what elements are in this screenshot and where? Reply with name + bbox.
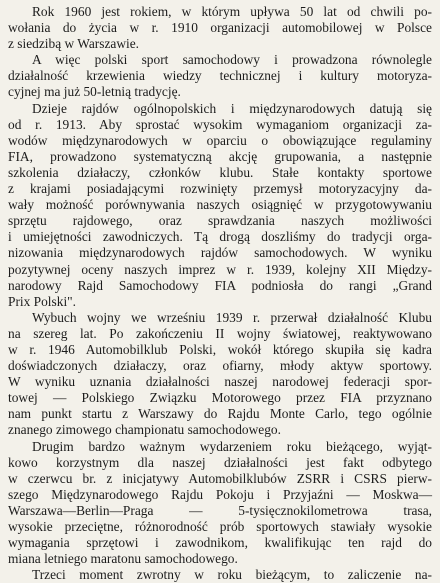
text-line: wymagania sprzętowi i zawodnikom, kwalifikując ten rajd do bbox=[8, 535, 432, 551]
text-line: wały możność porównywania naszych osiągnięć w przygotowywaniu bbox=[8, 197, 432, 213]
paragraph-tradition bbox=[8, 52, 432, 100]
paragraph-third-turning-point bbox=[8, 567, 432, 583]
text-line: Prix Polski". bbox=[8, 293, 76, 309]
text-line: nam punkt startu z Warszawy do Rajdu Monte Carlo, tego ogólnie bbox=[8, 406, 432, 422]
text-line: z krajami posiadającymi rozwinięty przemysł motoryzacyjny da- bbox=[8, 181, 432, 197]
text-line: i umiejętności zawodniczych. Tą drogą doszliśmy do tradycji orga- bbox=[8, 229, 432, 245]
text-line: na szereg lat. Po zakończeniu II wojny światowej, reaktywowano bbox=[8, 325, 432, 341]
text-line: znanego zimowego championatu samochodowego. bbox=[8, 422, 281, 438]
text-line: FIA, prowadzono systematyczną akcję grupowania, a następnie bbox=[8, 148, 432, 164]
text-line: szego Międzynarodowego Rajdu Pokoju i Przyjaźni — Moskwa— bbox=[8, 486, 432, 502]
paragraph-intro bbox=[8, 4, 432, 52]
text-line: miana letniego maratonu samochodowego. bbox=[8, 551, 238, 567]
text-line: narodowy Rajd Samochodowy FIA podniosła do rangi „Grand bbox=[8, 277, 432, 293]
paragraph-war-and-reactivation bbox=[8, 310, 432, 439]
text-line: wysokie przeciętne, różnorodność prób sportowych stawiały wysokie bbox=[8, 519, 432, 534]
text-line: sprzętu rajdowego, oraz sprawdzania naszych możliwości bbox=[8, 213, 432, 229]
text-line: towej — Polskiego Związku Motorowego przez FIA przyznano bbox=[8, 390, 432, 406]
text-line: pozytywnej oceny naszych imprez w r. 1939, kolejny XII Między- bbox=[8, 261, 432, 277]
text-line: cyjnej ma już 50-letnią tradycję. bbox=[8, 84, 181, 100]
paragraph-peace-rally bbox=[8, 439, 432, 568]
text-line: działalność krzewienia wiedzy technicznej i kultury motoryza- bbox=[8, 68, 432, 84]
text-line: Wybuch wojny we wrześniu 1939 r. przerwał działalność Klubu bbox=[32, 309, 432, 325]
text-line: wodów międzynarodowych w oparciu o obowiązujące regulaminy bbox=[8, 132, 432, 148]
paragraph-rally-history bbox=[8, 101, 432, 310]
text-line: z siedzibą w Warszawie. bbox=[8, 36, 140, 52]
text-line: kowo korzystnym dla naszej działalności jest fakt odbytego bbox=[8, 454, 432, 470]
text-line: wołania do życia w r. 1910 organizacji automobilowej w Polsce bbox=[8, 20, 432, 36]
text-line: Rok 1960 jest rokiem, w którym upływa 50 lat od chwili po- bbox=[32, 4, 432, 19]
text-line: A więc polski sport samochodowy i prowadzona równolegle bbox=[32, 52, 432, 68]
text-line: w czerwcu br. z inicjatywy Automobilklubów ZSRR i CSRS pierw- bbox=[8, 470, 432, 486]
text-line: w r. 1946 Automobilklub Polski, wokół którego skupiła się kadra bbox=[8, 341, 432, 357]
text-line: szkolenia działaczy, członków klubu. Stałe kontakty sportowe bbox=[8, 164, 432, 180]
text-line: Trzeci moment zwrotny w roku bieżącym, to zaliczenie na- bbox=[32, 567, 432, 583]
text-line: Dzieje rajdów ogólnopolskich i międzynarodowych datują się bbox=[32, 100, 432, 116]
text-line: W wyniku uznania działalności naszej narodowej federacji spor- bbox=[8, 374, 432, 390]
text-line: Drugim bardzo ważnym wydarzeniem roku bieżącego, wyjąt- bbox=[32, 438, 432, 454]
text-line: doświadczonych działaczy, oraz ofiarny, młody aktyw sportowy. bbox=[8, 358, 432, 374]
text-line: Warszawa—Berlin—Praga — 5-tysięcznokilometrowa trasa, bbox=[8, 502, 432, 518]
text-line: nizowania międzynarodowych rajdów samochodowych. W wyniku bbox=[8, 245, 432, 261]
text-line: od r. 1913. Aby sprostać wysokim wymaganiom organizacji za- bbox=[8, 116, 432, 132]
